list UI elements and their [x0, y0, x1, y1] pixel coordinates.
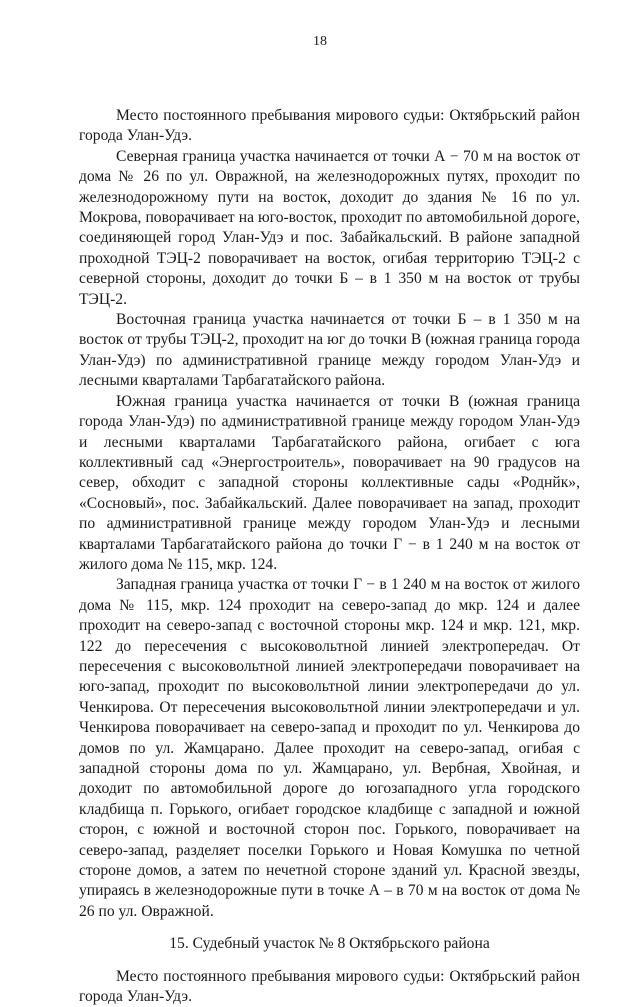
paragraph-west-boundary: Западная граница участка от точки Г − в 1 240 м на восток от жилого дома № 115, мкр. 124 проходит на северо-запад до мкр. 124 и далее проходит на северо-запад с восточной стороны мкр. 124 и мкр. 121, мкр. 122 до пересечения с высоковольтной линией электропередач. От пересечения с высоковольтной линией электропередачи поворачивает на юго-запад, проходит по высоковольтной линии электропередачи до ул. Ченкирова. От пересечения высоковольтной линии электропередачи и ул. Ченкирова поворачивает на северо-запад и проходит по ул. Ченкирова до домов по ул. Жамцарано. Далее проходит на северо-запад, огибая с западной стороны дома по ул. Жамцарано, ул. Вербная, Хвойная, и доходит по автомобильной дороге до югозападного угла городского кладбища п. Горького, огибает городское кладбище с западной и южной сторон, с южной и восточной сторон пос. Горького, поворачивает на северо-запад, разделяет поселки Горького и Новая Комушка по четной стороне домов, а затем по нечетной стороне зданий ул. Красной звезды, упираясь в железнодорожные пути в точке А – в 70 м на восток от дома № 26 по ул. Овражной.: [79, 576, 580, 920]
paragraph-judge-location: Место постоянного пребывания мирового судьи: Октябрьский район города Улан-Удэ.: [79, 107, 580, 145]
paragraph-south-boundary: Южная граница участка начинается от точки В (южная граница города Улан-Удэ) по административной границе между городом Улан-Удэ и лесными кварталами Тарбагатайского района, огибает с юга коллективный сад «Энергостроитель», поворачивает на 90 градусов на север, обходит с западной стороны коллективные сады «Роднйк», «Сосновый», пос. Забайкальский. Далее поворачивает на запад, проходит по административной границе между городом Улан-Удэ и лесными кварталами Тарбагатайского района до точки Г − в 1 240 м на восток от жилого дома № 115, мкр. 124.: [79, 392, 580, 573]
section-heading: 15. Судебный участок № 8 Октябрьского района: [169, 935, 490, 953]
paragraph-east-boundary: Восточная граница участка начинается от точки Б – в 1 350 м на восток от трубы ТЭЦ-2, проходит на юг до точки В (южная граница города Улан-Удэ) по административной границе между городом Улан-Удэ и лесными кварталами Тарбагатайского района.: [79, 311, 580, 390]
paragraph-closing-location: Место постоянного пребывания мирового судьи: Октябрьский район города Улан-Удэ.: [79, 967, 580, 1006]
page-number: 18: [313, 34, 327, 49]
document-body: [79, 106, 580, 1007]
paragraph-north-boundary: Северная граница участка начинается от точки А − 70 м на восток от дома № 26 по ул. Овражной, на железнодорожных путях, проходит по железнодорожному пути на восток, доходит до здания № 16 по ул. Мокрова, поворачивает на юго-восток, проходит по автомобильной дороге, соединяющей город Улан-Удэ и пос. Забайкальский. В районе западной проходной ТЭЦ-2 поворачивает на восток, огибая территорию ТЭЦ-2 с северной стороны, доходит до точки Б – в 1 350 м на восток от трубы ТЭЦ-2.: [79, 147, 580, 308]
